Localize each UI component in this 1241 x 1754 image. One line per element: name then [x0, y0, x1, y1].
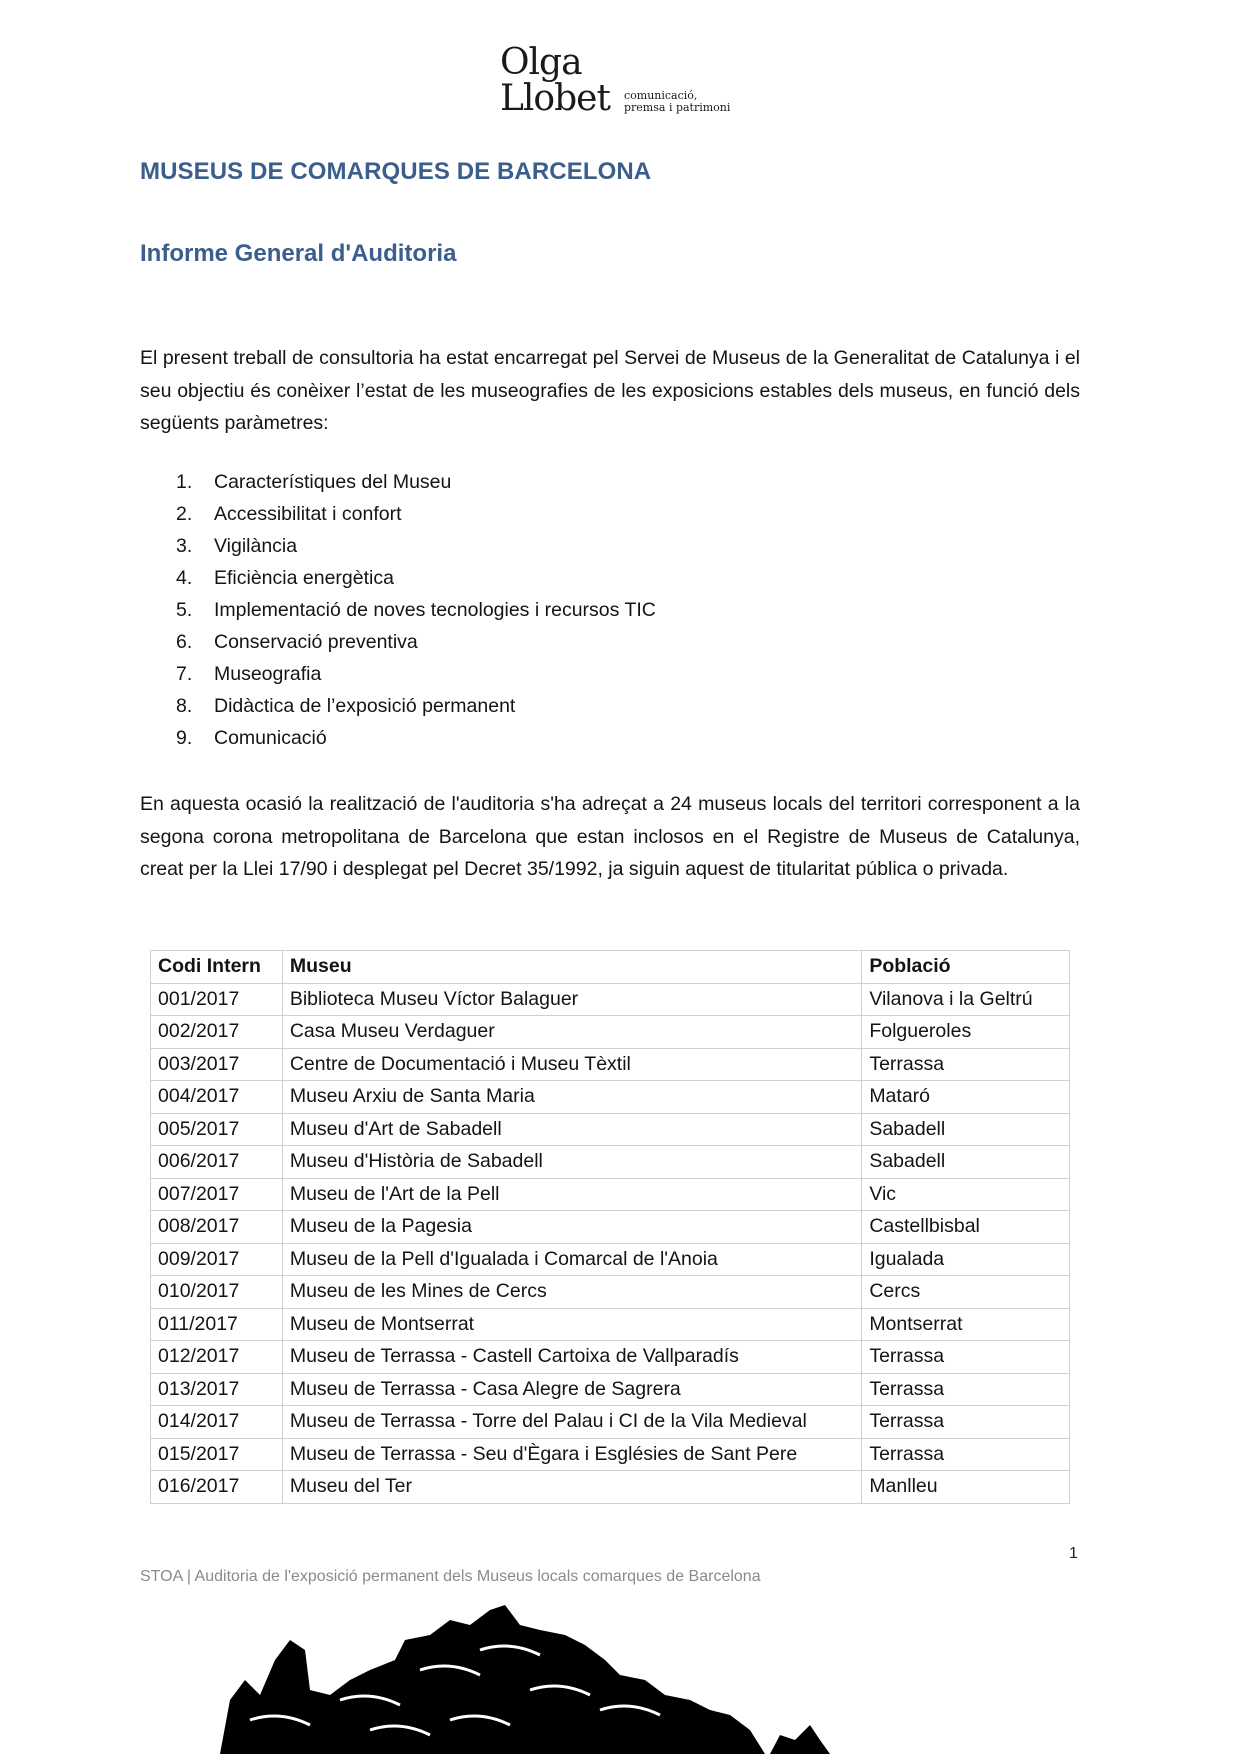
- table-row: [151, 1081, 1070, 1114]
- logo-tagline-2: premsa i patrimoni: [624, 101, 731, 114]
- cell-museu: Casa Museu Verdaguer: [282, 1016, 861, 1049]
- table-row: [151, 1211, 1070, 1244]
- cell-poblacio: Terrassa: [862, 1373, 1070, 1406]
- cell-codi-intern: 010/2017: [151, 1276, 283, 1309]
- list-item: 8. Didàctica de l’exposició permanent: [176, 695, 516, 717]
- decorative-tree-illustration-icon: [220, 1600, 1020, 1754]
- cell-museu: Museu de les Mines de Cercs: [282, 1276, 861, 1309]
- cell-museu: Museu d'Història de Sabadell: [282, 1146, 861, 1179]
- cell-poblacio: Terrassa: [862, 1048, 1070, 1081]
- cell-codi-intern: 002/2017: [151, 1016, 283, 1049]
- table-row: [151, 1146, 1070, 1179]
- cell-codi-intern: 003/2017: [151, 1048, 283, 1081]
- header-poblacio: Població: [862, 951, 1070, 984]
- cell-codi-intern: 015/2017: [151, 1438, 283, 1471]
- cell-poblacio: Cercs: [862, 1276, 1070, 1309]
- cell-poblacio: Terrassa: [862, 1341, 1070, 1374]
- cell-codi-intern: 014/2017: [151, 1406, 283, 1439]
- intro-paragraph: El present treball de consultoria ha estat encarregat pel Servei de Museus de la Generalitat de Catalunya i el seu objectiu és conèixer l’estat de les museografies de les exposicions estables dels museus, en funció dels següents paràmetres:: [140, 347, 1080, 434]
- cell-poblacio: Sabadell: [862, 1113, 1070, 1146]
- table-row: [151, 1048, 1070, 1081]
- cell-poblacio: Terrassa: [862, 1406, 1070, 1439]
- cell-poblacio: Mataró: [862, 1081, 1070, 1114]
- table-row: [151, 1341, 1070, 1374]
- logo-tagline-1: comunicació,: [624, 89, 698, 102]
- cell-codi-intern: 009/2017: [151, 1243, 283, 1276]
- table-row: [151, 1016, 1070, 1049]
- list-item: 5. Implementació de noves tecnologies i recursos TIC: [176, 599, 656, 621]
- olga-llobet-logo: [500, 42, 740, 122]
- parameters-list: [176, 466, 656, 754]
- table-header-row: [151, 951, 1070, 984]
- logo-tagline: [624, 90, 730, 114]
- list-item: 9. Comunicació: [176, 727, 327, 749]
- list-item: 3. Vigilància: [176, 535, 298, 557]
- cell-poblacio: Sabadell: [862, 1146, 1070, 1179]
- cell-museu: Museu de la Pell d'Igualada i Comarcal de l'Anoia: [282, 1243, 861, 1276]
- cell-codi-intern: 001/2017: [151, 983, 283, 1016]
- cell-museu: Museu de Montserrat: [282, 1308, 861, 1341]
- header-codi-intern: Codi Intern: [151, 951, 283, 984]
- cell-museu: Museu d'Art de Sabadell: [282, 1113, 861, 1146]
- table-row: [151, 1308, 1070, 1341]
- list-item: 2. Accessibilitat i confort: [176, 503, 402, 525]
- cell-poblacio: Igualada: [862, 1243, 1070, 1276]
- cell-museu: Museu de Terrassa - Torre del Palau i CI de la Vila Medieval: [282, 1406, 861, 1439]
- cell-codi-intern: 005/2017: [151, 1113, 283, 1146]
- page-footer: STOA | Auditoria de l'exposició permanent dels Museus locals comarques de Barcelona: [140, 1568, 761, 1585]
- cell-museu: Museu de Terrassa - Castell Cartoixa de Vallparadís: [282, 1341, 861, 1374]
- list-item: 6. Conservació preventiva: [176, 631, 418, 653]
- cell-codi-intern: 006/2017: [151, 1146, 283, 1179]
- logo-line-2: Llobet: [500, 78, 610, 119]
- table-row: [151, 1471, 1070, 1504]
- document-subtitle: Informe General d'Auditoria: [140, 240, 457, 267]
- header-museu: Museu: [282, 951, 861, 984]
- cell-museu: Centre de Documentació i Museu Tèxtil: [282, 1048, 861, 1081]
- cell-poblacio: Manlleu: [862, 1471, 1070, 1504]
- table-row: [151, 1373, 1070, 1406]
- cell-codi-intern: 008/2017: [151, 1211, 283, 1244]
- cell-poblacio: Vic: [862, 1178, 1070, 1211]
- cell-museu: Museu de l'Art de la Pell: [282, 1178, 861, 1211]
- cell-codi-intern: 012/2017: [151, 1341, 283, 1374]
- cell-codi-intern: 007/2017: [151, 1178, 283, 1211]
- cell-poblacio: Vilanova i la Geltrú: [862, 983, 1070, 1016]
- table-row: [151, 1178, 1070, 1211]
- cell-museu: Museu Arxiu de Santa Maria: [282, 1081, 861, 1114]
- table-row: [151, 1406, 1070, 1439]
- list-item: 7. Museografia: [176, 663, 322, 685]
- table-row: [151, 1243, 1070, 1276]
- cell-museu: Museu del Ter: [282, 1471, 861, 1504]
- document-title: MUSEUS DE COMARQUES DE BARCELONA: [140, 158, 652, 185]
- table-row: [151, 983, 1070, 1016]
- list-item: 1. Característiques del Museu: [176, 471, 452, 493]
- cell-codi-intern: 011/2017: [151, 1308, 283, 1341]
- cell-codi-intern: 016/2017: [151, 1471, 283, 1504]
- cell-poblacio: Castellbisbal: [862, 1211, 1070, 1244]
- cell-codi-intern: 013/2017: [151, 1373, 283, 1406]
- cell-museu: Biblioteca Museu Víctor Balaguer: [282, 983, 861, 1016]
- cell-museu: Museu de Terrassa - Seu d'Ègara i Esglésies de Sant Pere: [282, 1438, 861, 1471]
- cell-codi-intern: 004/2017: [151, 1081, 283, 1114]
- table-row: [151, 1438, 1070, 1471]
- page-number: 1: [1069, 1545, 1078, 1562]
- table-row: [151, 1276, 1070, 1309]
- cell-museu: Museu de la Pagesia: [282, 1211, 861, 1244]
- scope-paragraph: En aquesta ocasió la realització de l'auditoria s'ha adreçat a 24 museus locals del territori corresponent a la segona corona metropolitana de Barcelona que estan inclosos en el Registre de Museus de Catalunya, creat per la Llei 17/90 i desplegat pel Decret 35/1992, ja siguin aquest de titularitat pública o privada.: [140, 793, 1080, 880]
- cell-poblacio: Folgueroles: [862, 1016, 1070, 1049]
- list-item: 4. Eficiència energètica: [176, 567, 394, 589]
- cell-poblacio: Montserrat: [862, 1308, 1070, 1341]
- table-row: [151, 1113, 1070, 1146]
- museums-table: [150, 950, 1070, 1504]
- logo-line-1: Olga: [500, 42, 582, 83]
- cell-poblacio: Terrassa: [862, 1438, 1070, 1471]
- cell-museu: Museu de Terrassa - Casa Alegre de Sagrera: [282, 1373, 861, 1406]
